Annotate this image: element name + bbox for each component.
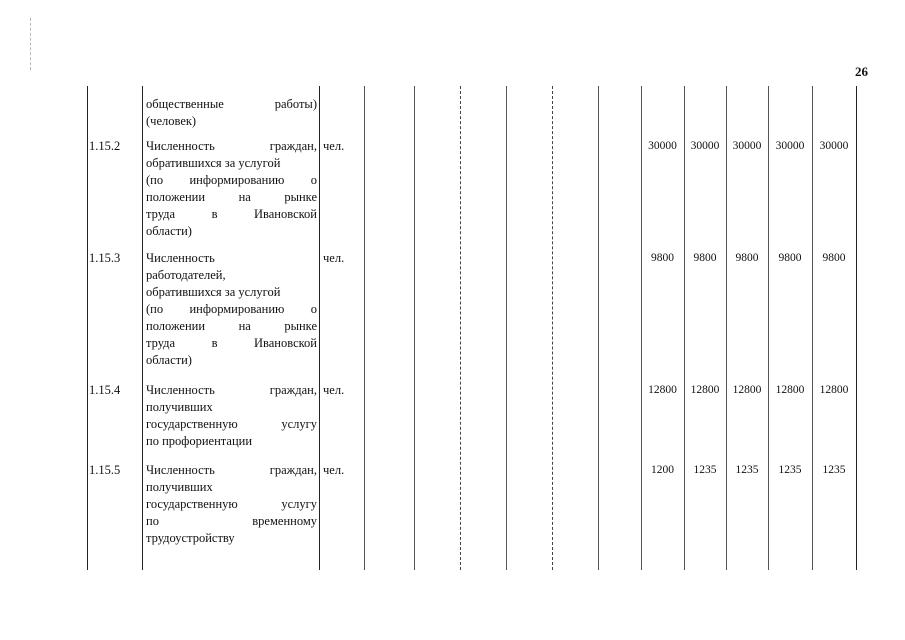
col-divider-empty-3 <box>506 86 507 570</box>
desc-line: получивших <box>146 480 213 494</box>
desc-line: Численность граждан, <box>146 139 317 153</box>
desc-line: труда в Ивановской <box>146 207 317 221</box>
value-cell: 9800 <box>693 252 717 264</box>
desc-line: получивших <box>146 400 213 414</box>
col-divider-desc <box>319 86 320 570</box>
row-description <box>146 462 317 547</box>
row-description <box>146 382 317 450</box>
col-divider-value-3 <box>726 86 727 570</box>
row-unit: чел. <box>323 139 345 153</box>
row-description <box>146 138 317 240</box>
value-cell: 30000 <box>690 140 720 152</box>
desc-line: (человек) <box>146 114 197 128</box>
value-cell: 9800 <box>735 252 759 264</box>
col-divider-empty-4 <box>552 86 553 570</box>
row-unit: чел. <box>323 251 345 265</box>
value-cell: 9800 <box>778 252 802 264</box>
value-cell: 1235 <box>822 464 846 476</box>
col-divider-empty-1 <box>414 86 415 570</box>
desc-line: по временному <box>146 514 317 528</box>
desc-line: Численность граждан, <box>146 383 317 397</box>
desc-line: области) <box>146 224 192 238</box>
col-divider-code <box>142 86 143 570</box>
row-code: 1.15.5 <box>89 463 121 477</box>
col-divider-value-1 <box>641 86 642 570</box>
col-divider-empty-5 <box>598 86 599 570</box>
desc-line: положении на рынке <box>146 319 317 333</box>
value-cell: 30000 <box>775 140 805 152</box>
col-divider-unit <box>364 86 365 570</box>
col-divider-value-4 <box>768 86 769 570</box>
row-description <box>146 250 317 369</box>
value-cell: 12800 <box>690 384 720 396</box>
col-divider-value-2 <box>684 86 685 570</box>
value-cell: 30000 <box>819 140 849 152</box>
col-divider-value-5 <box>812 86 813 570</box>
value-cell: 9800 <box>651 252 674 264</box>
value-cell: 12800 <box>648 384 677 396</box>
page-number: 26 <box>855 64 868 79</box>
desc-line: (по информированию о <box>146 302 317 316</box>
desc-line: обратившихся за услугой <box>146 156 281 170</box>
row-unit: чел. <box>323 463 345 477</box>
value-cell: 30000 <box>648 140 677 152</box>
desc-line: общественные работы) <box>146 97 317 111</box>
value-cell: 1235 <box>693 464 717 476</box>
desc-line: государственную услугу <box>146 417 317 431</box>
value-cell: 1235 <box>778 464 802 476</box>
row-description <box>146 96 317 130</box>
desc-line: работодателей, <box>146 268 226 282</box>
desc-line: труда в Ивановской <box>146 336 317 350</box>
desc-line: положении на рынке <box>146 190 317 204</box>
table-right-border <box>856 86 857 570</box>
value-cell: 9800 <box>822 252 846 264</box>
row-code: 1.15.2 <box>89 139 121 153</box>
row-code: 1.15.4 <box>89 383 121 397</box>
value-cell: 1200 <box>651 464 674 476</box>
desc-line: трудоустройству <box>146 531 235 545</box>
value-cell: 12800 <box>775 384 805 396</box>
desc-line: (по информированию о <box>146 173 317 187</box>
table-left-border <box>87 86 88 570</box>
col-divider-empty-2 <box>460 86 461 570</box>
row-unit: чел. <box>323 383 345 397</box>
desc-line: по профориентации <box>146 434 253 448</box>
desc-line: обратившихся за услугой <box>146 285 281 299</box>
value-cell: 30000 <box>732 140 762 152</box>
value-cell: 12800 <box>819 384 849 396</box>
value-cell: 1235 <box>735 464 759 476</box>
scan-margin-mark <box>30 18 32 70</box>
desc-line: области) <box>146 353 192 367</box>
row-code: 1.15.3 <box>89 251 121 265</box>
desc-line: Численность граждан, <box>146 463 317 477</box>
desc-line: государственную услугу <box>146 497 317 511</box>
desc-line: Численность <box>146 251 215 265</box>
value-cell: 12800 <box>732 384 762 396</box>
